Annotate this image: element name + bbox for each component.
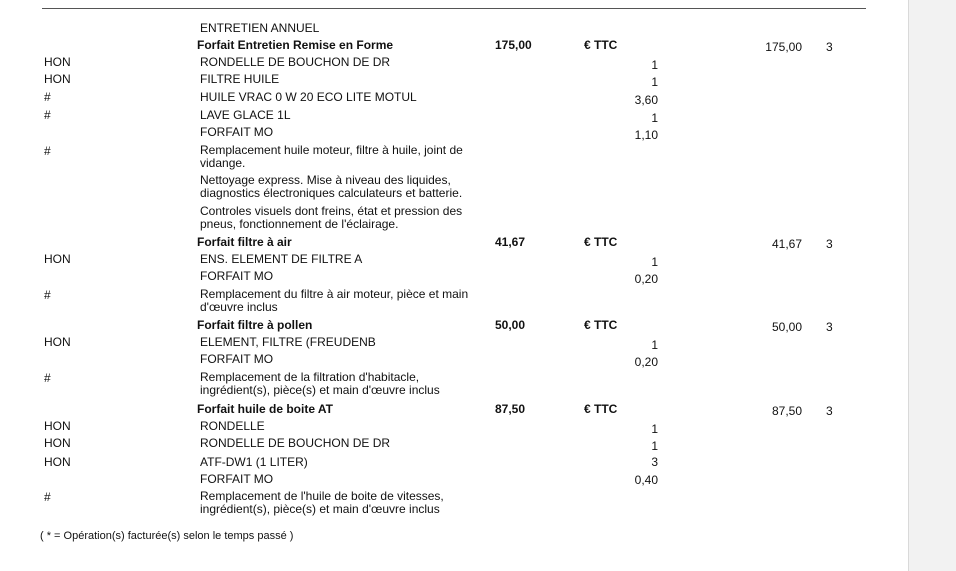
table-row bbox=[0, 252, 908, 268]
item-desc: RONDELLE DE BOUCHON DE DR bbox=[200, 55, 391, 69]
item-desc: RONDELLE bbox=[200, 419, 265, 433]
footer-note: ( * = Opération(s) facturée(s) selon le temps passé ) bbox=[40, 530, 294, 542]
item-qty: 1,10 bbox=[634, 128, 658, 142]
table-row bbox=[0, 352, 908, 368]
item-code: HON bbox=[44, 455, 71, 469]
item-qty: 3 bbox=[651, 455, 658, 469]
package-total: 50,00 bbox=[771, 320, 802, 334]
notes-block bbox=[0, 490, 908, 520]
item-qty: 3,60 bbox=[634, 93, 658, 107]
table-row bbox=[0, 108, 908, 124]
item-code: HON bbox=[44, 72, 71, 86]
item-qty: 1 bbox=[651, 338, 658, 352]
item-code: HON bbox=[44, 436, 71, 450]
package-row bbox=[0, 402, 908, 418]
item-desc: RONDELLE DE BOUCHON DE DR bbox=[200, 436, 391, 450]
table-row bbox=[0, 419, 908, 435]
package-tva: 3 bbox=[826, 320, 833, 334]
item-qty: 0,20 bbox=[634, 355, 658, 369]
item-code: HON bbox=[44, 252, 71, 266]
item-desc: FILTRE HUILE bbox=[200, 72, 280, 86]
table-row bbox=[0, 269, 908, 285]
note-code: # bbox=[44, 144, 51, 158]
package-currency: € TTC bbox=[584, 402, 618, 416]
note-text: Remplacement du filtre à air moteur, pièce et main d'œuvre inclus bbox=[200, 287, 469, 314]
item-qty: 1 bbox=[651, 439, 658, 453]
package-total: 175,00 bbox=[765, 40, 802, 54]
item-qty: 1 bbox=[651, 422, 658, 436]
package-price: 87,50 bbox=[495, 402, 526, 416]
item-code: HON bbox=[44, 55, 71, 69]
package-total: 41,67 bbox=[771, 237, 802, 251]
package-currency: € TTC bbox=[584, 235, 618, 249]
note-text: Remplacement huile moteur, filtre à huile, joint de vidange. bbox=[200, 143, 463, 170]
item-desc: ATF-DW1 (1 LITER) bbox=[200, 455, 308, 469]
table-row bbox=[0, 125, 908, 141]
item-qty: 1 bbox=[651, 75, 658, 89]
note-text: Controles visuels dont freins, état et pression des pneus, fonctionnement de l'éclairage. bbox=[200, 204, 463, 231]
notes-block bbox=[0, 371, 908, 401]
note-code: # bbox=[44, 288, 51, 302]
item-desc: HUILE VRAC 0 W 20 ECO LITE MOTUL bbox=[200, 90, 417, 104]
note-text: Nettoyage express. Mise à niveau des liquides, diagnostics électroniques calculateurs et batterie. bbox=[200, 173, 463, 200]
package-row bbox=[0, 38, 908, 54]
section-header: ENTRETIEN ANNUEL bbox=[200, 21, 320, 35]
package-price: 175,00 bbox=[495, 38, 532, 52]
item-code: # bbox=[44, 108, 51, 122]
item-qty: 0,20 bbox=[634, 272, 658, 286]
package-title: Forfait Entretien Remise en Forme bbox=[197, 38, 394, 52]
table-row bbox=[0, 455, 908, 471]
item-code: # bbox=[44, 90, 51, 104]
table-row bbox=[0, 436, 908, 452]
package-title: Forfait filtre à pollen bbox=[197, 318, 313, 332]
table-row bbox=[0, 472, 908, 488]
package-currency: € TTC bbox=[584, 38, 618, 52]
note-code: # bbox=[44, 371, 51, 385]
table-row bbox=[0, 55, 908, 71]
package-tva: 3 bbox=[826, 40, 833, 54]
package-title: Forfait huile de boite AT bbox=[197, 402, 333, 416]
note-text: Remplacement de l'huile de boite de vitesses, ingrédient(s), pièce(s) et main d'œuvre inclus bbox=[200, 489, 444, 516]
item-qty: 1 bbox=[651, 255, 658, 269]
note-text: Remplacement de la filtration d'habitacle, ingrédient(s), pièce(s) et main d'œuvre inclus bbox=[200, 370, 440, 397]
note-code: # bbox=[44, 490, 51, 504]
item-qty: 0,40 bbox=[634, 473, 658, 487]
notes-block bbox=[0, 288, 908, 318]
item-desc: FORFAIT MO bbox=[200, 269, 274, 283]
table-row bbox=[0, 90, 908, 106]
package-total: 87,50 bbox=[771, 404, 802, 418]
package-tva: 3 bbox=[826, 237, 833, 251]
top-divider bbox=[42, 8, 866, 9]
package-price: 50,00 bbox=[495, 318, 526, 332]
item-desc: LAVE GLACE 1L bbox=[200, 108, 291, 122]
package-tva: 3 bbox=[826, 404, 833, 418]
table-row bbox=[0, 335, 908, 351]
notes-block bbox=[0, 144, 908, 234]
package-row bbox=[0, 235, 908, 251]
item-code: HON bbox=[44, 419, 71, 433]
package-row bbox=[0, 318, 908, 334]
item-desc: FORFAIT MO bbox=[200, 472, 274, 486]
package-price: 41,67 bbox=[495, 235, 526, 249]
item-qty: 1 bbox=[651, 58, 658, 72]
table-row bbox=[0, 72, 908, 88]
item-desc: ELEMENT, FILTRE (FREUDENB bbox=[200, 335, 376, 349]
item-qty: 1 bbox=[651, 111, 658, 125]
item-desc: FORFAIT MO bbox=[200, 125, 274, 139]
item-desc: ENS. ELEMENT DE FILTRE A bbox=[200, 252, 363, 266]
package-title: Forfait filtre à air bbox=[197, 235, 292, 249]
package-currency: € TTC bbox=[584, 318, 618, 332]
item-code: HON bbox=[44, 335, 71, 349]
section-header-row bbox=[0, 21, 908, 37]
item-desc: FORFAIT MO bbox=[200, 352, 274, 366]
